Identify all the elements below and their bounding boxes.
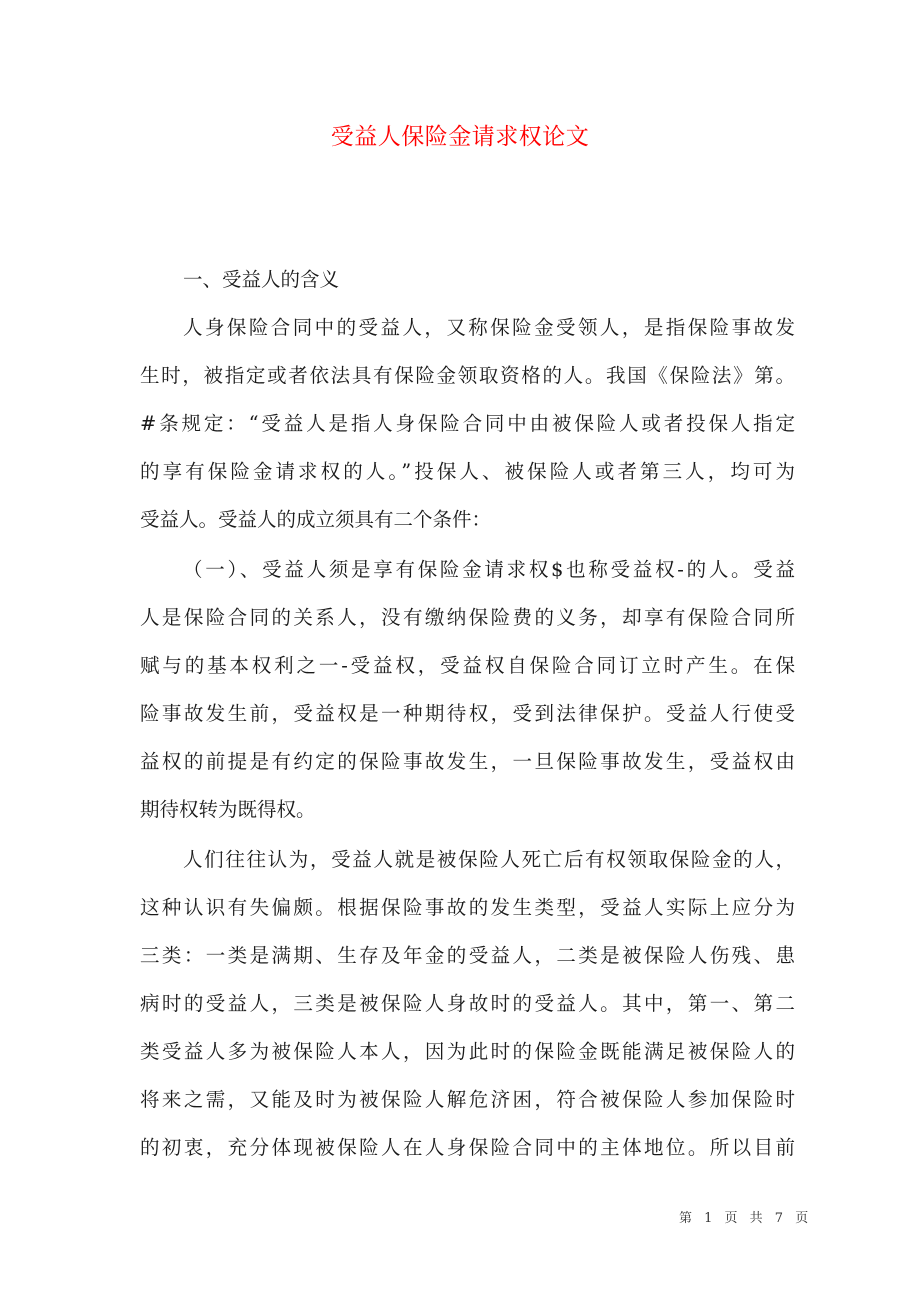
paragraph-line: 人们往往认为，受益人就是被保险人死亡后有权领取保险金的人， [183,848,795,871]
paragraph-line: 人身保险合同中的受益人，又称保险金受领人，是指保险事故发 [183,316,795,339]
paragraph-line: 三类：一类是满期、生存及年金的受益人，二类是被保险人伤残、患 [140,944,795,967]
paragraph-line: 这种认识有失偏颇。根据保险事故的发生类型，受益人实际上应分为 [140,896,795,919]
page-indicator: 第 1 页 共 7 页 [679,1211,813,1226]
paragraph-line: 益权的前提是有约定的保险事故发生，一旦保险事故发生，受益权由 [140,750,795,773]
paragraph-line: 病时的受益人，三类是被保险人身故时的受益人。其中，第一、第二 [140,992,795,1015]
paragraph-line: 期待权转为既得权。 [140,798,316,821]
section-heading: 一、受益人的含义 [183,268,340,291]
paragraph-line: 的初衷，充分体现被保险人在人身保险合同中的主体地位。所以目前 [140,1136,795,1159]
paragraph-line: 生时，被指定或者依法具有保险金领取资格的人。我国《保险法》第。 [140,364,795,387]
paragraph-line: 的享有保险金请求权的人。”投保人、被保险人或者第三人，均可为 [140,460,795,483]
paragraph-line: #条规定：“受益人是指人身保险合同中由被保险人或者投保人指定 [140,412,795,435]
paragraph-line: 受益人。受益人的成立须具有二个条件： [140,508,492,531]
paragraph-line: 类受益人多为被保险人本人，因为此时的保险金既能满足被保险人的 [140,1040,795,1063]
paragraph-line: （一）、受益人须是享有保险金请求权$也称受益权-的人。受益 [183,558,795,581]
paragraph-line: 险事故发生前，受益权是一种期待权，受到法律保护。受益人行使受 [140,702,795,725]
paragraph-line: 将来之需，又能及时为被保险人解危济困，符合被保险人参加保险时 [140,1088,795,1111]
paragraph-line: 赋与的基本权利之一-受益权，受益权自保险合同订立时产生。在保 [140,654,795,677]
document-title: 受益人保险金请求权论文 [330,124,590,150]
paragraph-line: 人是保险合同的关系人，没有缴纳保险费的义务，却享有保险合同所 [140,606,795,629]
